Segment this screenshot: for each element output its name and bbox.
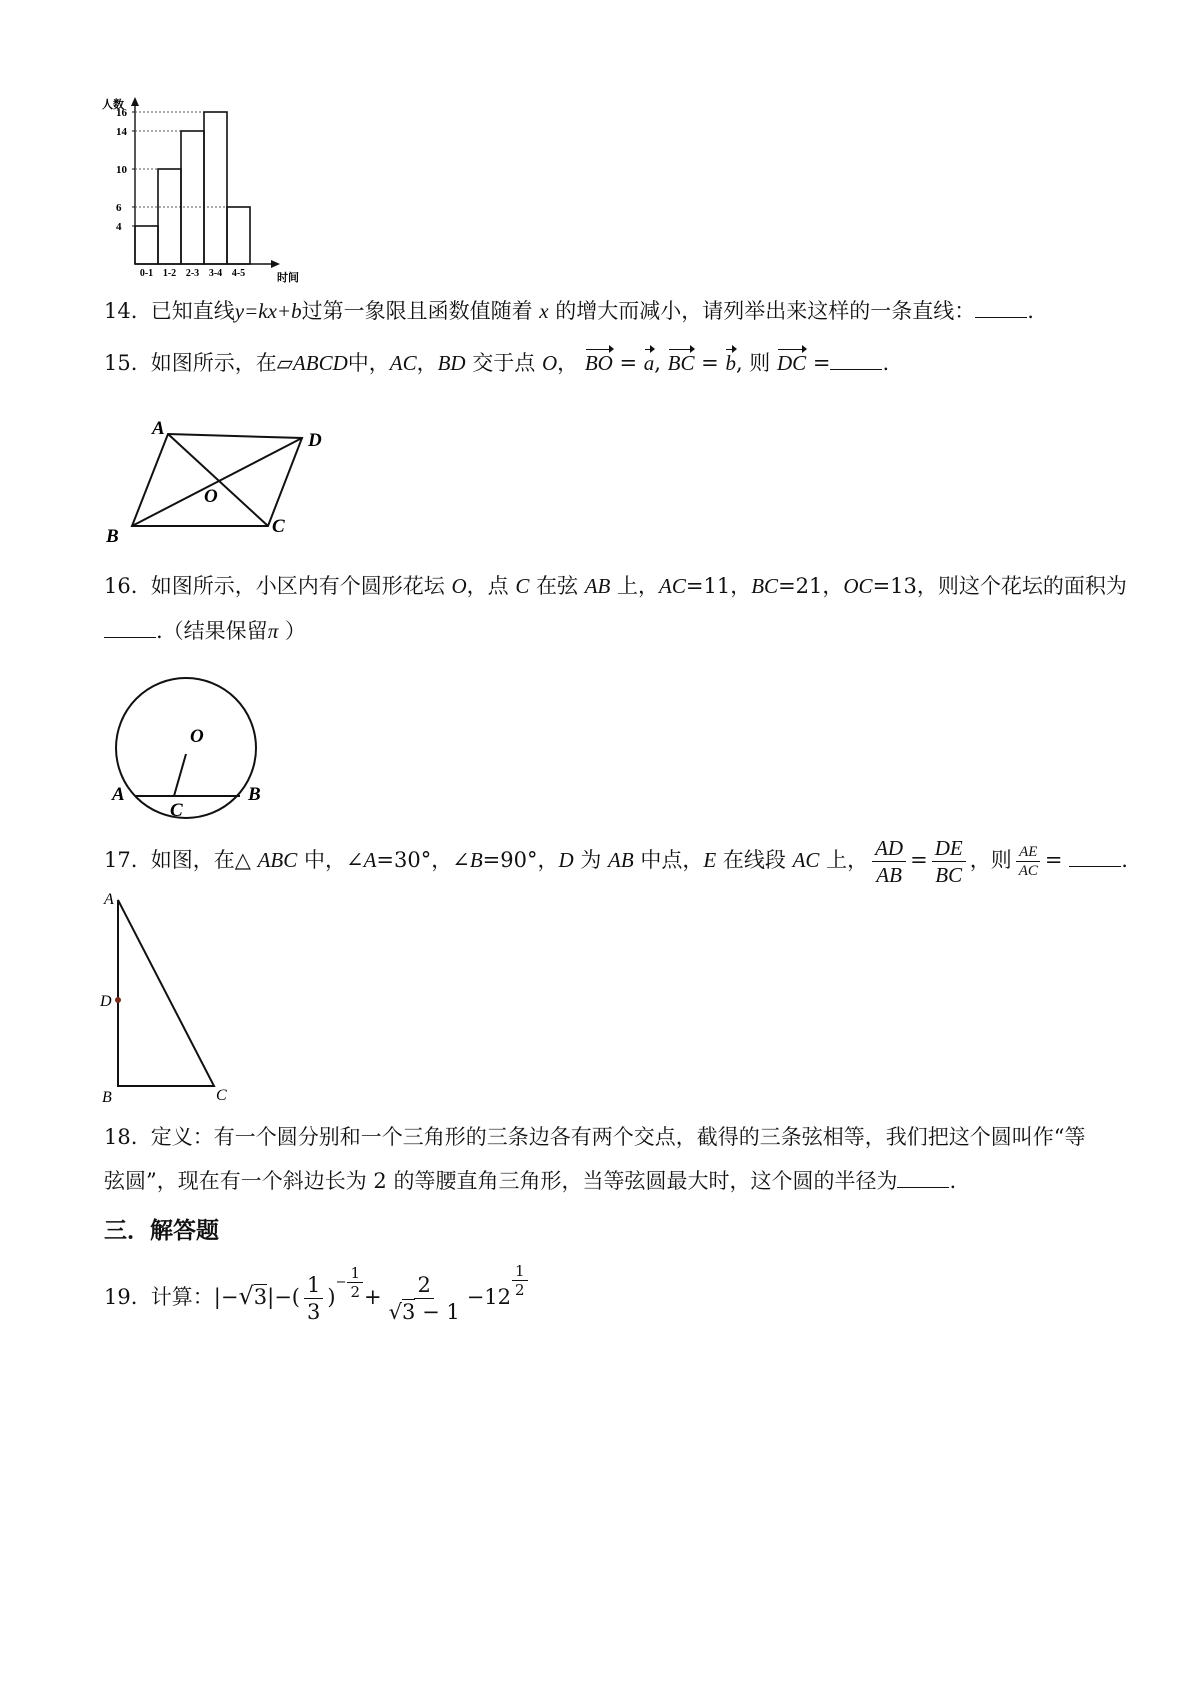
close-paren: ) (327, 1285, 336, 1309)
x-axis-label: 时间 (277, 272, 299, 284)
question-16-line2 (104, 616, 306, 646)
label-a: A (152, 418, 165, 439)
q17-ab: AB (608, 848, 634, 872)
question-number: 19. (104, 1285, 138, 1309)
q17-text: 为 (580, 848, 602, 872)
q17-ac: AC (792, 848, 820, 872)
label-o: O (204, 486, 218, 507)
vector-a: a (644, 348, 655, 378)
label-a: A (112, 784, 125, 805)
fraction-two-over-sqrt (386, 1272, 463, 1325)
exponent-neg-half (335, 1264, 364, 1301)
q18-text: 弦圆”，现在有一个斜边长为 2 的等腰直角三角形，当等弦圆最大时，这个圆的半径为 (104, 1169, 898, 1193)
minus-twelve: −12 (466, 1285, 512, 1309)
q16-o: O (451, 574, 467, 598)
answer-blank[interactable] (104, 619, 156, 638)
x-tick-label: 0-1 (139, 268, 154, 279)
q16-text: ） (278, 619, 306, 643)
fraction-one-third (304, 1272, 323, 1325)
y-tick-label: 10 (116, 164, 127, 176)
numerator: 1 (347, 1264, 363, 1283)
q18-text: 定义：有一个圆分别和一个三角形的三条边各有两个交点，截得的三条弦相等，我们把这个圆叫作“等 (150, 1125, 1086, 1149)
vector-bc: BC (668, 348, 695, 378)
radicand: 3 (402, 1300, 416, 1324)
answer-blank[interactable] (1069, 848, 1121, 867)
answer-blank[interactable] (975, 299, 1027, 318)
histogram-bar (227, 207, 250, 264)
numerator: 2 (414, 1272, 433, 1299)
answer-blank[interactable] (830, 351, 882, 370)
numerator: AE (1016, 843, 1040, 862)
denominator: BC (935, 863, 963, 887)
x-tick-label: 4-5 (231, 268, 246, 279)
question-15 (104, 348, 889, 378)
q14-expression: y=kx+b (234, 299, 302, 323)
label-c: C (272, 516, 285, 537)
q16-ac: AC (659, 574, 686, 598)
x-axis-arrow (271, 260, 280, 268)
label-b: B (248, 784, 261, 805)
q15-sep: , (654, 351, 668, 375)
q16-bc: BC (751, 574, 779, 598)
q15-equals: = (612, 351, 644, 375)
question-17 (104, 835, 1128, 888)
triangle-symbol: △ (234, 848, 251, 872)
vector-dc: DC (777, 348, 806, 378)
vector-b: b (725, 348, 736, 378)
q17-then: ，则 (969, 848, 1012, 872)
denominator: 2 (350, 1283, 361, 1301)
q14-variable: x (539, 299, 549, 323)
triangle-figure (98, 888, 248, 1108)
answer-blank[interactable] (897, 1169, 949, 1188)
q15-then: , 则 (735, 351, 771, 375)
numerator: 1 (512, 1262, 528, 1281)
question-18-line2 (104, 1166, 956, 1196)
section-heading: 三．解答题 (104, 1218, 219, 1244)
question-18 (104, 1122, 1086, 1152)
numerator: AD (872, 835, 906, 862)
histogram-chart (96, 92, 316, 288)
q17-abc: ABC (257, 848, 298, 872)
plus: + (364, 1285, 382, 1309)
question-number: 15. (104, 351, 138, 375)
q17-text: 如图，在 (150, 848, 235, 872)
denominator: 3 (306, 1300, 321, 1324)
x-tick-label: 2-3 (185, 268, 200, 279)
q15-ac: AC (389, 351, 417, 375)
q16-text: =13，则这个花坛的面积为 (872, 574, 1127, 598)
q16-value: =11， (685, 574, 752, 598)
denominator: AB (876, 863, 902, 887)
diagonal-ac (168, 434, 268, 526)
segment-oc (174, 754, 186, 796)
denominator: 2 (515, 1281, 525, 1299)
exp-fraction (347, 1264, 363, 1301)
point-d (115, 997, 121, 1003)
q18-period: . (949, 1169, 957, 1193)
question-number: 16. (104, 574, 138, 598)
q16-text: 上， (617, 574, 660, 598)
q14-text: 过第一象限且函数值随着 (301, 299, 533, 323)
fraction-de-bc (932, 835, 966, 888)
fraction-ad-ab (872, 835, 906, 888)
q16-text: 在弦 (536, 574, 579, 598)
q16-value: =21， (778, 574, 844, 598)
q17-d: D (558, 848, 574, 872)
y-tick-label: 4 (116, 221, 122, 233)
q17-equals: = (910, 848, 928, 872)
exp-fraction (512, 1262, 528, 1299)
q15-comma: ， (416, 351, 438, 375)
q16-text: 如图所示，小区内有个圆形花坛 (150, 574, 445, 598)
label-a: A (104, 891, 114, 908)
q17-a: A (363, 848, 377, 872)
triangle-abc (118, 900, 214, 1086)
q15-bd: BD (437, 351, 466, 375)
abs-open: |− (213, 1285, 239, 1309)
question-16 (104, 571, 1127, 601)
y-axis-arrow (131, 97, 139, 106)
histogram-bar (158, 169, 181, 264)
den-rest: − 1 (415, 1300, 460, 1324)
minus-paren: −( (274, 1285, 300, 1309)
y-axis-label: 人数 (102, 99, 124, 111)
q17-text: 在线段 (722, 848, 786, 872)
q15-text: 交于点 (472, 351, 536, 375)
label-b: B (106, 526, 119, 547)
radicand: 3 (253, 1285, 268, 1309)
denominator: √3 − 1 (388, 1300, 460, 1324)
denominator: AC (1018, 863, 1038, 879)
q16-text: .（结果保留 (156, 619, 268, 643)
label-o: O (190, 726, 204, 747)
label-d: D (308, 430, 322, 451)
sqrt-symbol: √ (238, 1282, 254, 1310)
circle-figure (100, 668, 290, 820)
question-number: 18. (104, 1125, 138, 1149)
abs-close: | (267, 1285, 275, 1309)
y-tick-label: 14 (116, 126, 127, 138)
question-19 (104, 1262, 529, 1325)
label-b: B (102, 1089, 112, 1106)
q17-text: =30°，∠ (376, 848, 470, 872)
parallelogram-symbol: ▱ (276, 351, 293, 375)
exp-sign: − (335, 1275, 347, 1290)
q17-b: B (469, 848, 483, 872)
q17-e: E (703, 848, 717, 872)
y-tick-label: 6 (116, 202, 122, 214)
q16-ab: AB (584, 574, 611, 598)
y-tick-label: 16 (116, 107, 127, 119)
q19-text: 计算： (150, 1285, 214, 1309)
q17-equals: = (1044, 848, 1063, 872)
q17-text: 中，∠ (303, 848, 364, 872)
label-c: C (170, 800, 183, 820)
q16-c: C (515, 574, 530, 598)
q17-period: . (1121, 848, 1128, 872)
exponent-half (511, 1262, 529, 1299)
question-number: 17. (104, 848, 138, 872)
parallelogram-figure (96, 412, 346, 552)
q17-text: 中点， (640, 848, 704, 872)
pi-symbol: π (267, 619, 279, 643)
histogram-bar (135, 226, 158, 264)
q17-text: =90°， (482, 848, 559, 872)
q15-text: 如图所示，在 (150, 351, 277, 375)
q16-oc: OC (843, 574, 873, 598)
label-d: D (100, 993, 112, 1010)
q14-text: 的增大而减小，请列举出来这样的一条直线： (555, 299, 976, 323)
q15-text: 中， (347, 351, 390, 375)
numerator: DE (932, 835, 966, 862)
q15-period: . (882, 351, 890, 375)
q14-period: . (1027, 299, 1034, 323)
q15-shape: ABCD (292, 351, 348, 375)
question-14 (104, 296, 1034, 326)
fraction-ae-ac (1016, 843, 1041, 880)
question-number: 14. (104, 299, 138, 323)
q15-equals: = (694, 351, 726, 375)
x-tick-label: 1-2 (162, 268, 177, 279)
numerator: 1 (304, 1272, 323, 1299)
diagonal-bd (132, 438, 302, 526)
histogram-bar (204, 112, 227, 264)
label-c: C (216, 1087, 227, 1104)
q15-equals: = (806, 351, 831, 375)
q16-text: ，点 (466, 574, 509, 598)
q17-text: 上， (826, 848, 869, 872)
q15-comma: ， (557, 351, 579, 375)
vector-bo: BO (585, 348, 613, 378)
q14-text: 已知直线 (150, 299, 235, 323)
x-tick-label: 3-4 (208, 268, 223, 279)
q15-o: O (541, 351, 558, 375)
histogram-bar (181, 131, 204, 264)
